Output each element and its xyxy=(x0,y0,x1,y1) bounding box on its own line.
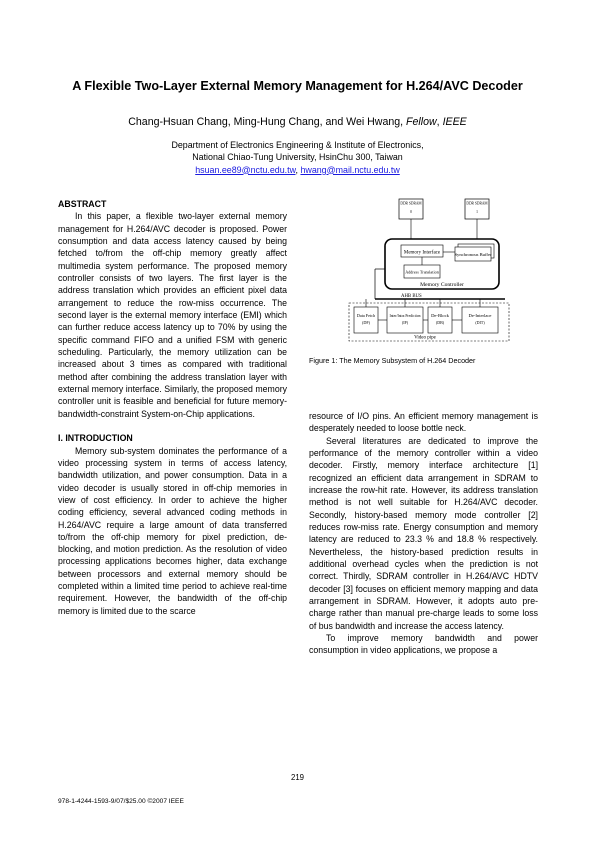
email-separator: , xyxy=(295,164,301,175)
author-distinction: Fellow xyxy=(406,116,437,128)
introduction-paragraph-1-continued: resource of I/O pins. An efficient memory management is desperately needed to loose bottle neck. xyxy=(309,411,538,434)
data-fetch-label: Data Fetch xyxy=(356,313,376,318)
affiliation-university: National Chiao-Tung University, HsinChu 300, Taiwan xyxy=(192,152,403,163)
introduction-heading: I. INTRODUCTION xyxy=(58,433,133,444)
ahb-bus-label: AHB BUS xyxy=(401,294,422,299)
paper-title: A Flexible Two-Layer External Memory Management for H.264/AVC Decoder xyxy=(72,79,523,93)
left-column xyxy=(58,198,287,617)
email-link-1[interactable]: hsuan.ee89@nctu.edu.tw xyxy=(195,164,296,175)
email-link-2[interactable]: hwang@mail.nctu.edu.tw xyxy=(300,164,400,175)
author-separator: , xyxy=(436,116,440,128)
footer-isbn: 978-1-4244-1593-9/07/$25.00 ©2007 IEEE xyxy=(58,798,184,805)
section-gap xyxy=(58,420,287,432)
de-block-abbr: (DB) xyxy=(435,320,445,325)
memory-controller-label: Memory Controller xyxy=(420,282,464,288)
data-fetch-abbr: (DF) xyxy=(361,320,371,325)
affiliation-department: Department of Electronics Engineering & Institute of Electronics, xyxy=(171,140,424,150)
de-interlace-label: De-Interlace xyxy=(468,313,492,318)
address-translation-label: Address Translation xyxy=(405,269,439,275)
memory-subsystem-diagram xyxy=(345,197,515,347)
author-names: Chang-Hsuan Chang, Ming-Hung Chang, and Wei Hwang, xyxy=(128,116,404,128)
author-line xyxy=(20,116,575,128)
de-block-label: De-Block xyxy=(431,313,449,318)
page-number: 219 xyxy=(290,773,304,782)
ddr-sdram-1-label: DDR SDRAM xyxy=(466,201,488,206)
author-society: IEEE xyxy=(442,116,467,128)
introduction-paragraph-3: To improve memory bandwidth and power consumption in video applications, we propose a xyxy=(309,632,538,656)
prediction-abbr: (IP) xyxy=(401,320,409,325)
affiliation-emails xyxy=(20,164,575,176)
prediction-label: Inter/Intra Prediction xyxy=(389,314,421,318)
ddr-sdram-0-label: DDR SDRAM xyxy=(400,201,422,206)
introduction-paragraph-1: Memory sub-system dominates the performance of a video processing system in terms of access latency, bandwidth utilization, and power consumption. Data in a video decoder is usually stored in off-chip memories in view of cost efficiency. In order to achieve the higher coding efficiency, several advanced coding methods in H.264/AVC require a large amount of data transferred to/from the off-chip memory for pixel prediction, de-blocking, and motion prediction. As the resolution of video processing applications becomes higher, data exchange between processors and external memory should be completed within a limited time period to achieve real-time requirement. However, the bandwidth of the off-chip memory is limited due to the scarce xyxy=(58,445,287,616)
introduction-paragraph-2: Several literatures are dedicated to improve the performance of the memory controller within a video decoder. Firstly, memory interface architecture [1] recognized an efficient data arrangement in SDRAM to increase the row-hit rate. However, its address translation method is not well suitable for H.264/AVC decoder. Secondly, history-based memory mode controller [2] reduces row-miss rate. Energy consumption and memory latency are reduced to 23.3 % and 18.8 % respectively. Nevertheless, the history-based prediction results in additional overhead cycles when the prediction is not correct. Thirdly, SDRAM controller in H.264/AVC HDTV decoder [3] focuses on efficient memory mapping and data arrangement in SDRAM. However, it adopts auto pre-charge rather than manual pre-charge leads to some loss of bus bandwidth and increase the access latency. xyxy=(309,435,538,631)
affiliation xyxy=(20,139,575,176)
video-pipe-label: Video pipe xyxy=(414,335,436,341)
ddr-sdram-0-index: 0 xyxy=(410,210,412,214)
abstract-heading: ABSTRACT xyxy=(58,199,107,209)
de-interlace-abbr: (DIT) xyxy=(475,320,485,325)
ddr-sdram-1-index: 1 xyxy=(476,210,478,214)
figure-memory-subsystem xyxy=(345,197,515,347)
memory-interface-label: Memory Interface xyxy=(403,250,441,256)
abstract-text: In this paper, a flexible two-layer external memory management for H.264/AVC decoder is proposed. Power consumption and data access latency caused by being fetched to/from the off-chip memory greatly affect multimedia system performance. The proposed memory controller consists of two layers. The first layer is the address translation which provides an efficient pixel data arrangement to reduce the row-miss occurrence. The second layer is the external memory interface (EMI) which can further reduce access latency up to 70% by using the specific command FIFO and a unified FSM with generic scheduling. Particularly, the memory utilization can be increased about 3 times as compared with traditional method after combining the address translation layer with external memory interface. Similarly, the proposed memory controller unit is feasible and beneficial for future memory-bandwidth-constraint System-on-Chip applications. xyxy=(58,211,287,419)
figure-caption: Figure 1: The Memory Subsystem of H.264 Decoder xyxy=(309,356,476,365)
sync-buffer-label: Synchronous Buffer xyxy=(454,252,492,257)
right-column xyxy=(309,410,538,657)
